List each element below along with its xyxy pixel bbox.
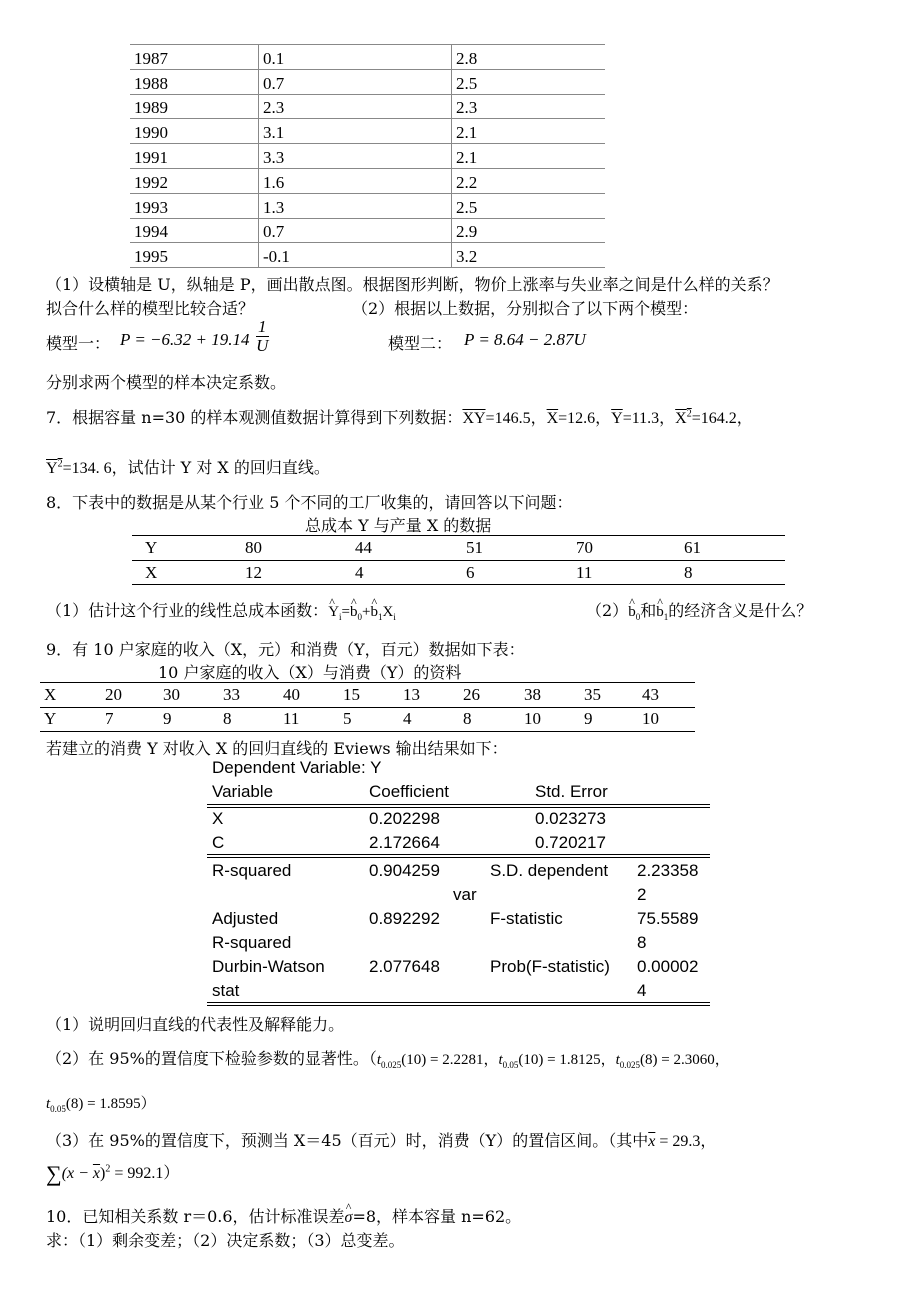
q9-table-cell: 33 [223, 685, 240, 704]
model2-label: 模型二： [388, 334, 453, 353]
eviews-h-se: Std. Error [535, 782, 608, 801]
table1-cell: 2.1 [452, 144, 606, 169]
q8-sub1-label: （1）估计这个行业的线性总成本函数： [46, 601, 329, 620]
q9-table-cell: 30 [163, 685, 180, 704]
q7-x-sym: $\overline{X}$ [546, 410, 559, 427]
eviews-rule2b [207, 857, 710, 858]
q9-sub2-text: （2）在 95%的置信度下检验参数的显著性。（ [46, 1049, 377, 1068]
eviews-rule2a [207, 854, 710, 855]
q8-rule-mid [132, 560, 785, 561]
eviews-pf-label: Prob(F-statistic) [490, 957, 610, 976]
q9-rule-bottom [40, 731, 695, 732]
q9-table-cell: X [44, 685, 57, 704]
q9-table-cell: 10 [524, 709, 541, 728]
q7-x2-sym [675, 410, 692, 427]
q6-line1: （1）设横轴是 U，纵轴是 P，画出散点图。根据图形判断，物价上涨率与失业率之间是什么样的关系？ [46, 275, 779, 294]
table1-cell: 2.5 [452, 193, 606, 218]
q8-sub2-b1-sub: 1 [663, 612, 669, 623]
table1-cell: 1992 [130, 168, 259, 193]
sum-val: = 992.1） [110, 1165, 180, 1182]
eviews-adj-val: 0.892292 [369, 909, 440, 928]
q8-table-cell: 8 [684, 563, 693, 582]
q7-y2-val: =134. 6 [62, 460, 112, 477]
q7-x2-exp: 2 [686, 408, 692, 420]
q7-y-val: =11.3， [622, 410, 676, 427]
table1-cell: 2.2 [452, 168, 606, 193]
q9-table-cell: 15 [343, 685, 360, 704]
sum-expr2: ) [100, 1165, 106, 1182]
eviews-rule1a [207, 804, 710, 805]
q7-x2-val: =164.2， [691, 410, 753, 427]
q9-sub3 [46, 1128, 716, 1151]
eviews-sdd-label: S.D. dependent [490, 861, 609, 880]
table1-cell: 2.1 [452, 119, 606, 144]
q9-table-cell: 26 [463, 685, 480, 704]
table1-cell: 1988 [130, 69, 259, 94]
eviews-f-val1: 75.5589 [637, 909, 699, 928]
q9-table-cell: 4 [403, 709, 412, 728]
q7-y2-base: Y [46, 460, 58, 477]
eviews-rule3b [207, 1005, 710, 1006]
q9-table-cell: 8 [223, 709, 232, 728]
table1-row [130, 193, 605, 218]
q9-table-title: 10 户家庭的收入（X）与消费（Y）的资料 [158, 663, 462, 682]
model2-eq: P = 8.64 − 2.87U [464, 330, 586, 349]
eviews-r2-label: R-squared [212, 861, 292, 880]
q10-text-a: 10．已知相关系数 r＝0.6，估计标准误差 [46, 1207, 345, 1226]
q7-tail: ，试估计 Y 对 X 的回归直线。 [111, 458, 330, 477]
xbar-symbol: $\overline{x}$ [648, 1133, 656, 1150]
q7-y2-sym [46, 460, 63, 477]
table1-row [130, 94, 605, 119]
q8-table-cell: 44 [355, 538, 372, 557]
q8-sub1-b1-sub: 1 [377, 612, 383, 622]
q9-sub3-text: （3）在 95%的置信度下，预测当 X＝45（百元）时，消费（Y）的置信区间。（其中 [46, 1131, 649, 1150]
q8-table-cell: 11 [576, 563, 593, 582]
sum-exp: 2 [105, 1163, 111, 1175]
eviews-rule3a [207, 1002, 710, 1003]
sum-xbar: $\overline{x}$ [92, 1165, 101, 1182]
eviews-c-name: C [212, 833, 225, 852]
table1-cell: 3.1 [259, 119, 452, 144]
q8-sub1-yi: i [339, 612, 342, 622]
table1-cell: 3.3 [259, 144, 452, 169]
q7-intro: 7．根据容量 n=30 的样本观测值数据计算得到下列数据： [46, 408, 463, 427]
t1-symbol: t [376, 1052, 382, 1068]
q9-table-cell: 7 [105, 709, 114, 728]
table1-cell: 1990 [130, 119, 259, 144]
q9-table-cell: 8 [463, 709, 472, 728]
t4-sub: 0.05 [50, 1104, 66, 1114]
q7-x2-base: X [675, 410, 687, 427]
q8-table-cell: 61 [684, 538, 701, 557]
q9-table-cell: 40 [283, 685, 300, 704]
q8-table-cell: Y [145, 538, 158, 557]
q7-y-sym: $\overline{Y}$ [611, 410, 623, 427]
table1-cell: 0.7 [259, 218, 452, 243]
q8-sub1-b1: ^ b [370, 604, 378, 621]
eviews-dw-label2: stat [212, 981, 240, 1000]
model1-eq [120, 330, 250, 350]
q9-sub2 [46, 1046, 730, 1070]
q9-table-cell: 35 [584, 685, 601, 704]
table1-cell: 1991 [130, 144, 259, 169]
table1-row [130, 119, 605, 144]
q6-line4: 分别求两个模型的样本决定系数。 [46, 373, 287, 392]
table1-row [130, 144, 605, 169]
table1-row [130, 45, 605, 70]
q8-table-title: 总成本 Y 与产量 X 的数据 [305, 516, 492, 535]
t4-symbol: t [46, 1096, 51, 1112]
q7-line1 [46, 405, 753, 428]
model1-den: U [256, 336, 269, 355]
table1-cell: 1987 [130, 45, 259, 70]
q8-sub2-and: 和 [640, 601, 657, 620]
q8-table-cell: 80 [245, 538, 262, 557]
q8-sub1-x: X [382, 604, 394, 620]
eviews-x-coef: 0.202298 [369, 809, 440, 828]
q8-table-cell: 51 [466, 538, 483, 557]
t2-val: (10) = 1.8125， [518, 1052, 616, 1068]
table1-cell: -0.1 [259, 243, 452, 268]
q9-table-cell: 10 [642, 709, 659, 728]
table1-cell: 2.9 [452, 218, 606, 243]
table1-cell: 1989 [130, 94, 259, 119]
table1-row [130, 218, 605, 243]
q8-table-cell: 70 [576, 538, 593, 557]
eviews-dep: Dependent Variable: Y [212, 758, 382, 777]
eviews-adj-label2: R-squared [212, 933, 292, 952]
eviews-c-coef: 2.172664 [369, 833, 440, 852]
table1-cell: 3.2 [452, 243, 606, 268]
eviews-sdd-var: var [453, 885, 477, 904]
table1-cell: 0.1 [259, 45, 452, 70]
eviews-rule1b [207, 807, 710, 808]
data-table-1 [130, 44, 605, 268]
q8-table-cell: 12 [245, 563, 262, 582]
q8-sub1 [46, 598, 396, 622]
eviews-sdd-val2: 2 [637, 885, 647, 904]
eviews-pf-val2: 4 [637, 981, 647, 1000]
t3-symbol: t [615, 1052, 620, 1068]
q8-sub2-b0-sub: 0 [635, 612, 641, 623]
table1-row [130, 243, 605, 268]
table1-cell: 0.7 [259, 69, 452, 94]
q8-sub1-plus: + [362, 604, 371, 620]
q9-rule-mid [40, 707, 695, 708]
table1-cell: 1993 [130, 193, 259, 218]
table1-cell: 1995 [130, 243, 259, 268]
q8-sub2-b0: ^ b [628, 604, 636, 621]
model1-label: 模型一： [46, 334, 111, 353]
q8-sub2-b1: ^ b [656, 604, 664, 621]
q9-table-cell: 43 [642, 685, 659, 704]
q8-sub2 [586, 598, 812, 622]
q9-table-cell: 9 [584, 709, 593, 728]
q9-sub2-cont [46, 1092, 156, 1114]
model1-lhs: P = −6.32 + 19.14 [120, 330, 250, 349]
q8-sub1-b0-sub: 0 [357, 612, 363, 622]
table1-cell: 1.6 [259, 168, 452, 193]
table1-row [130, 168, 605, 193]
q6-line2a: 拟合什么样的模型比较合适？ [46, 299, 255, 318]
q7-xy-sym: $\overline{XY}$ [462, 410, 486, 427]
eviews-r2-val: 0.904259 [369, 861, 440, 880]
q6-line2b: （2）根据以上数据，分别拟合了以下两个模型： [352, 299, 699, 318]
t1-val: (10) = 2.2281， [401, 1052, 499, 1068]
q8-table-cell: X [145, 563, 158, 582]
q7-xy-val: =146.5， [485, 410, 547, 427]
q10-line2: 求：（1）剩余变差；（2）决定系数；（3）总变差。 [46, 1231, 405, 1250]
q9-table-cell: 5 [343, 709, 352, 728]
q9-sub1: （1）说明回归直线的代表性及解释能力。 [46, 1015, 345, 1034]
model1-frac [256, 318, 269, 355]
eviews-h-var: Variable [212, 782, 274, 801]
q9-table-cell: 20 [105, 685, 122, 704]
sum-symbol: ∑ [46, 1161, 62, 1186]
q8-sub2-tail: 的经济含义是什么？ [668, 601, 813, 620]
q9-table-cell: Y [44, 709, 57, 728]
q8-table-cell: 6 [466, 563, 475, 582]
q8-rule-bottom [132, 584, 785, 585]
q8-table-cell: 4 [355, 563, 364, 582]
eviews-f-label: F-statistic [490, 909, 563, 928]
q7-y2-exp: 2 [57, 458, 63, 470]
table1-cell: 2.5 [452, 69, 606, 94]
t2-sub: 0.05 [502, 1060, 519, 1070]
q9-table-cell: 38 [524, 685, 541, 704]
table1-cell: 2.8 [452, 45, 606, 70]
q8-sub1-b0: ^ b [350, 604, 358, 621]
t2-symbol: t [498, 1052, 503, 1068]
eviews-dw-val: 2.077648 [369, 957, 440, 976]
q9-table-cell: 11 [283, 709, 300, 728]
table1-row [130, 69, 605, 94]
eviews-sdd-val1: 2.23358 [637, 861, 699, 880]
q9-rule-top [40, 682, 695, 683]
q8-rule-top [132, 535, 785, 536]
table1-cell: 1994 [130, 218, 259, 243]
xbar-val: = 29.3， [655, 1133, 717, 1150]
sigma-hat: ^ σ [345, 1209, 353, 1227]
q8-sub1-eq: = [341, 604, 351, 620]
q7-x-val: =12.6， [558, 410, 612, 427]
t3-sub: 0.025 [619, 1060, 641, 1070]
eviews-x-name: X [212, 809, 224, 828]
q9-table-cell: 9 [163, 709, 172, 728]
q9-eviews-intro: 若建立的消费 Y 对收入 X 的回归直线的 Eviews 输出结果如下： [46, 739, 508, 758]
eviews-c-se: 0.720217 [535, 833, 606, 852]
t4-val: (8) = 1.8595） [65, 1096, 156, 1112]
q10-text-b: =8，样本容量 n=62。 [352, 1207, 522, 1226]
model1-num: 1 [258, 317, 267, 336]
q10-line1 [46, 1204, 521, 1227]
q8-sub1-formula [328, 604, 396, 620]
q9-sub3-cont [46, 1160, 179, 1187]
table1-cell: 1.3 [259, 193, 452, 218]
eviews-f-val2: 8 [637, 933, 647, 952]
eviews-dw-label1: Durbin-Watson [212, 957, 325, 976]
q9-table-cell: 13 [403, 685, 420, 704]
eviews-h-coef: Coefficient [369, 782, 450, 801]
q8-intro: 8．下表中的数据是从某个行业 5 个不同的工厂收集的，请回答以下问题： [46, 493, 573, 512]
eviews-x-se: 0.023273 [535, 809, 606, 828]
q8-sub1-yhat: ^ Y [328, 604, 339, 621]
t3-val: (8) = 2.3060， [640, 1052, 730, 1068]
q8-sub2-pre: （2） [586, 601, 629, 620]
q9-intro: 9．有 10 户家庭的收入（X，元）和消费（Y，百元）数据如下表： [46, 640, 525, 659]
t1-sub: 0.025 [381, 1060, 402, 1070]
q8-sub1-xi: i [393, 612, 396, 622]
table1-cell: 2.3 [259, 94, 452, 119]
q7-line2 [46, 455, 330, 478]
eviews-pf-val1: 0.00002 [637, 957, 699, 976]
table1-cell: 2.3 [452, 94, 606, 119]
sum-expr1: (x − [61, 1165, 93, 1182]
eviews-adj-label1: Adjusted [212, 909, 279, 928]
